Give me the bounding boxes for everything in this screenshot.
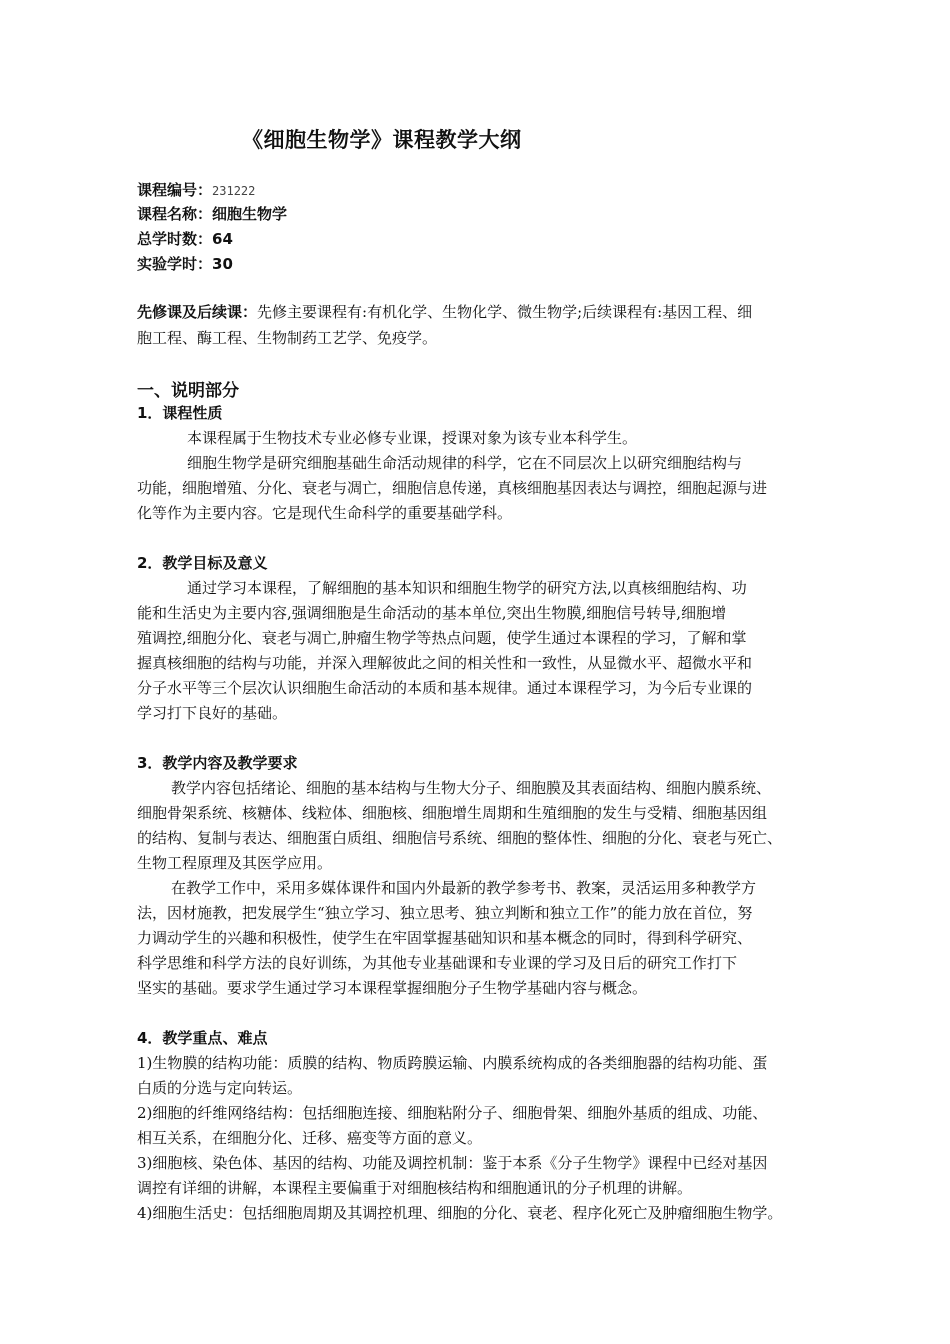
paragraph-line: 本课程属于生物技术专业必修专业课，授课对象为该专业本科学生。: [187, 429, 638, 447]
lab-hours-row: [137, 253, 233, 274]
paragraph-line: 殖调控,细胞分化、衰老与凋亡,肿瘤生物学等热点问题，使学生通过本课程的学习，了解和掌: [137, 629, 747, 647]
subsection-heading-4: 4．教学重点、难点: [137, 1029, 268, 1047]
total-hours-label: 总学时数：: [137, 230, 213, 248]
course-name-value: 细胞生物学: [212, 205, 288, 223]
paragraph-line: 科学思维和科学方法的良好训练，为其他专业基础课和专业课的学习及日后的研究工作打下: [137, 954, 738, 972]
lab-hours-value: 30: [212, 255, 233, 273]
list-item: 调控有详细的讲解，本课程主要偏重于对细胞核结构和细胞通讯的分子机理的讲解。: [137, 1179, 693, 1197]
paragraph-line: 通过学习本课程，了解细胞的基本知识和细胞生物学的研究方法,以真核细胞结构、功: [187, 579, 747, 597]
paragraph-line: 化等作为主要内容。它是现代生命科学的重要基础学科。: [137, 504, 513, 522]
total-hours-value: 64: [212, 230, 233, 248]
list-item: 4)细胞生活史：包括细胞周期及其调控机理、细胞的分化、衰老、程序化死亡及肿瘤细胞生物学。: [137, 1204, 783, 1222]
total-hours-row: [137, 228, 233, 249]
paragraph-line: 教学内容包括绪论、细胞的基本结构与生物大分子、细胞膜及其表面结构、细胞内膜系统、: [171, 779, 772, 797]
prereq-line-1: [137, 302, 827, 322]
subsection-heading-1: 1．课程性质: [137, 404, 223, 422]
paragraph-line: 细胞骨架系统、核糖体、线粒体、细胞核、细胞增生周期和生殖细胞的发生与受精、细胞基因组: [137, 804, 768, 822]
paragraph-line: 细胞生物学是研究细胞基础生命活动规律的科学，它在不同层次上以研究细胞结构与: [187, 454, 743, 472]
paragraph-line: 力调动学生的兴趣和积极性，使学生在牢固掌握基础知识和基本概念的同时，得到科学研究、: [137, 929, 753, 947]
subsection-heading-2: 2．教学目标及意义: [137, 554, 268, 572]
course-name-row: [137, 203, 287, 224]
list-item: 2)细胞的纤维网络结构：包括细胞连接、细胞粘附分子、细胞骨架、细胞外基质的组成、功能、: [137, 1104, 768, 1122]
list-item: 白质的分选与定向转运。: [137, 1079, 303, 1097]
paragraph-line: 学习打下良好的基础。: [137, 704, 288, 722]
course-name-label: 课程名称：: [137, 205, 213, 223]
prereq-line-2: 胞工程、酶工程、生物制药工艺学、免疫学。: [137, 329, 438, 347]
paragraph-line: 坚实的基础。要求学生通过学习本课程掌握细胞分子生物学基础内容与概念。: [137, 979, 648, 997]
course-code-value: 231222: [212, 184, 256, 198]
section-heading: 一、说明部分: [137, 381, 239, 401]
list-item: 3)细胞核、染色体、基因的结构、功能及调控机制：鉴于本系《分子生物学》课程中已经对基因: [137, 1154, 768, 1172]
subsection-heading-3: 3．教学内容及教学要求: [137, 754, 298, 772]
list-item: 相互关系，在细胞分化、迁移、癌变等方面的意义。: [137, 1129, 483, 1147]
paragraph-line: 生物工程原理及其医学应用。: [137, 854, 333, 872]
prereq-label: 先修课及后续课：: [137, 303, 258, 321]
course-code-label: 课程编号：: [137, 181, 213, 199]
paragraph-line: 分子水平等三个层次认识细胞生命活动的本质和基本规律。通过本课程学习，为今后专业课的: [137, 679, 753, 697]
prereq-text-1: 先修主要课程有:有机化学、生物化学、微生物学;后续课程有:基因工程、细: [257, 303, 753, 321]
course-code-row: [137, 179, 255, 200]
paragraph-line: 的结构、复制与表达、细胞蛋白质组、细胞信号系统、细胞的整体性、细胞的分化、衰老与死亡、: [137, 829, 783, 847]
page-title: 《细胞生物学》课程教学大纲: [242, 128, 522, 152]
paragraph-line: 功能，细胞增殖、分化、衰老与凋亡，细胞信息传递，真核细胞基因表达与调控，细胞起源与进: [137, 479, 768, 497]
paragraph-line: 法，因材施教，把发展学生“独立学习、独立思考、独立判断和独立工作”的能力放在首位，努: [137, 904, 753, 922]
paragraph-line: 能和生活史为主要内容,强调细胞是生命活动的基本单位,突出生物膜,细胞信号转导,细胞增: [137, 604, 727, 622]
lab-hours-label: 实验学时：: [137, 255, 213, 273]
paragraph-line: 在教学工作中，采用多媒体课件和国内外最新的教学参考书、教案，灵活运用多种教学方: [171, 879, 757, 897]
list-item: 1)生物膜的结构功能：质膜的结构、物质跨膜运输、内膜系统构成的各类细胞器的结构功能、蛋: [137, 1054, 768, 1072]
paragraph-line: 握真核细胞的结构与功能，并深入理解彼此之间的相关性和一致性，从显微水平、超微水平和: [137, 654, 753, 672]
